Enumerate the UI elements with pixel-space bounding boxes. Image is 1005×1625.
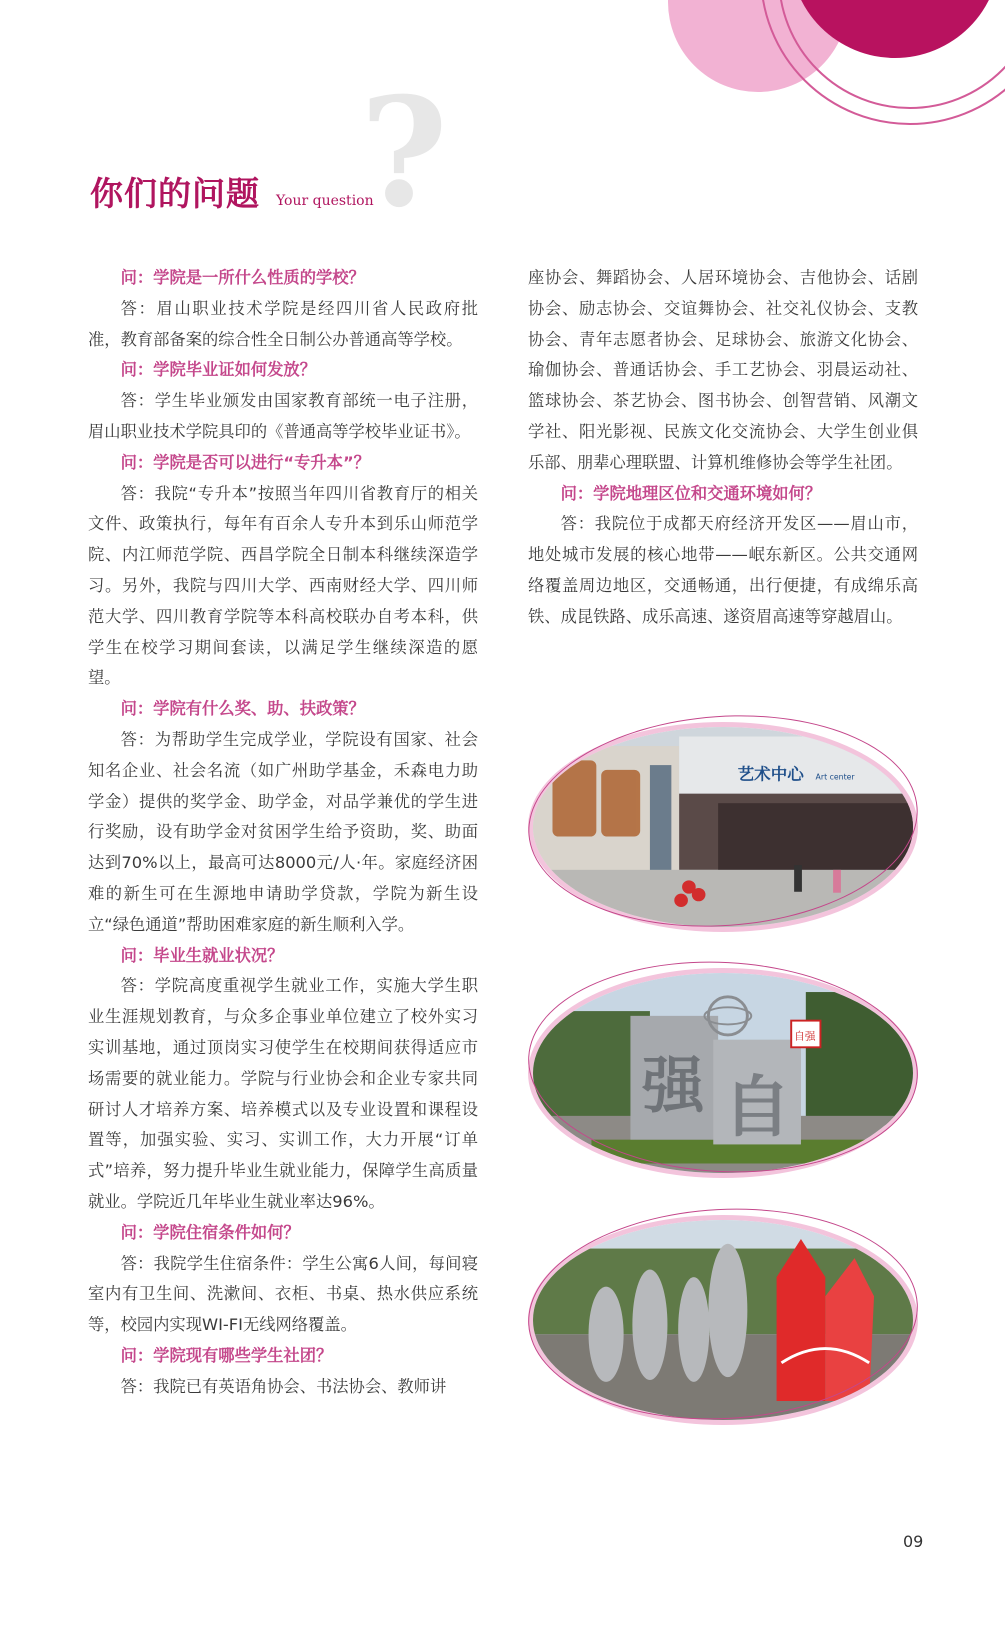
photo-figure-sculptures xyxy=(528,1215,918,1425)
page-number: 09 xyxy=(903,1532,924,1551)
question-heading: 问：学院是否可以进行“专升本”？ xyxy=(120,452,370,472)
answer-paragraph: 答：我院已有英语角协会、书法协会、教师讲 xyxy=(120,1376,447,1396)
answer-paragraph: 答：为帮助学生完成学业，学院设有国家、社会知名企业、社会名流（如广州助学基金，禾森电力助学金）提供的奖学金、助学金，对品学兼优的学生进行奖励，设有助学金对贫困学生给予资助，奖、助面达到70%以上，最高可达8000元/人·年。家庭经济困难的新生可在生源地申请助学贷款，学院为新生设立“绿色通道”帮助困难家庭的新生顺利入学。 xyxy=(88,729,478,934)
answer-paragraph: 答：我院位于成都天府经济开发区——眉山市，地处城市发展的核心地带——岷东新区。公共交通网络覆盖周边地区，交通畅通，出行便捷，有成绵乐高铁、成昆铁路、成乐高速、遂资眉高速等穿越眉山。 xyxy=(528,514,918,626)
answer-paragraph: 答：眉山职业技术学院是经四川省人民政府批准，教育部备案的综合性全日制公办普通高等学校。 xyxy=(88,298,478,349)
answer-paragraph: 答：学生毕业颁发由国家教育部统一电子注册，眉山职业技术学院具印的《普通高等学校毕业证书》。 xyxy=(88,391,478,441)
question-mark-decoration: ? xyxy=(360,65,448,241)
answer-paragraph: 答：学院高度重视学生就业工作，实施大学生职业生涯规划教育，与众多企事业单位建立了校外实习实训基地，通过顶岗实习使学生在校期间获得适应市场需要的就业能力。学院与行业协会和企业专家共同研讨人才培养方案、培养模式以及专业设置和课程设置等，加强实验、实习、实训工作，大力开展“订单式”培养，努力提升毕业生就业能力，保障学生高质量就业。学院近几年毕业生就业率达96%。 xyxy=(88,976,478,1211)
left-text-column xyxy=(88,263,478,1402)
question-heading: 问：学院住宿条件如何？ xyxy=(120,1222,300,1242)
question-heading: 问：学院是一所什么性质的学校？ xyxy=(120,268,365,287)
question-heading: 问：毕业生就业状况？ xyxy=(120,945,284,965)
page-title: 你们的问题 xyxy=(90,174,260,213)
photo-sculpture-ziqiang xyxy=(528,968,918,1178)
sculpture-char-1: 强 xyxy=(642,1049,705,1122)
art-center-sign-en: Art center xyxy=(815,772,855,782)
question-heading: 问：学院地理区位和交通环境如何？ xyxy=(560,483,822,503)
right-text-column xyxy=(528,263,918,633)
sculpture-char-2: 自 xyxy=(723,1067,792,1146)
answer-paragraph: 答：我院学生住宿条件：学生公寓6人间，每间寝室内有卫生间、洗漱间、衣柜、书桌、热水供应系统等，校园内实现WI-FI无线网络覆盖。 xyxy=(88,1253,478,1335)
art-center-sign: 艺术中心 xyxy=(737,764,804,784)
question-heading: 问：学院现有哪些学生社团？ xyxy=(120,1345,333,1365)
answer-paragraph: 答：我院“专升本”按照当年四川省教育厅的相关文件、政策执行，每年有百余人专升本到乐山师范学院、内江师范学院、西昌学院全日制本科继续深造学习。另外，我院与四川大学、西南财经大学、四川师范大学、四川教育学院等本科高校联办自考本科，供学生在校学习期间套读，以满足学生继续深造的愿望。 xyxy=(88,483,478,688)
question-heading: 问：学院毕业证如何发放？ xyxy=(120,360,316,380)
page-subtitle-english: Your question xyxy=(276,193,374,209)
answer-paragraph: 座协会、舞蹈协会、人居环境协会、吉他协会、话剧协会、励志协会、交谊舞协会、社交礼仪协会、支教协会、青年志愿者协会、足球协会、旅游文化协会、瑜伽协会、普通话协会、手工艺协会、羽晨运动社、篮球协会、茶艺协会、图书协会、创智营销、风潮文学社、阳光影视、民族文化交流协会、大学生创业俱乐部、朋辈心理联盟、计算机维修协会等学生社团。 xyxy=(528,268,918,472)
sculpture-seal: 自强 xyxy=(794,1030,816,1043)
photo-art-center xyxy=(528,722,918,932)
question-heading: 问：学院有什么奖、助、扶政策？ xyxy=(120,699,365,719)
